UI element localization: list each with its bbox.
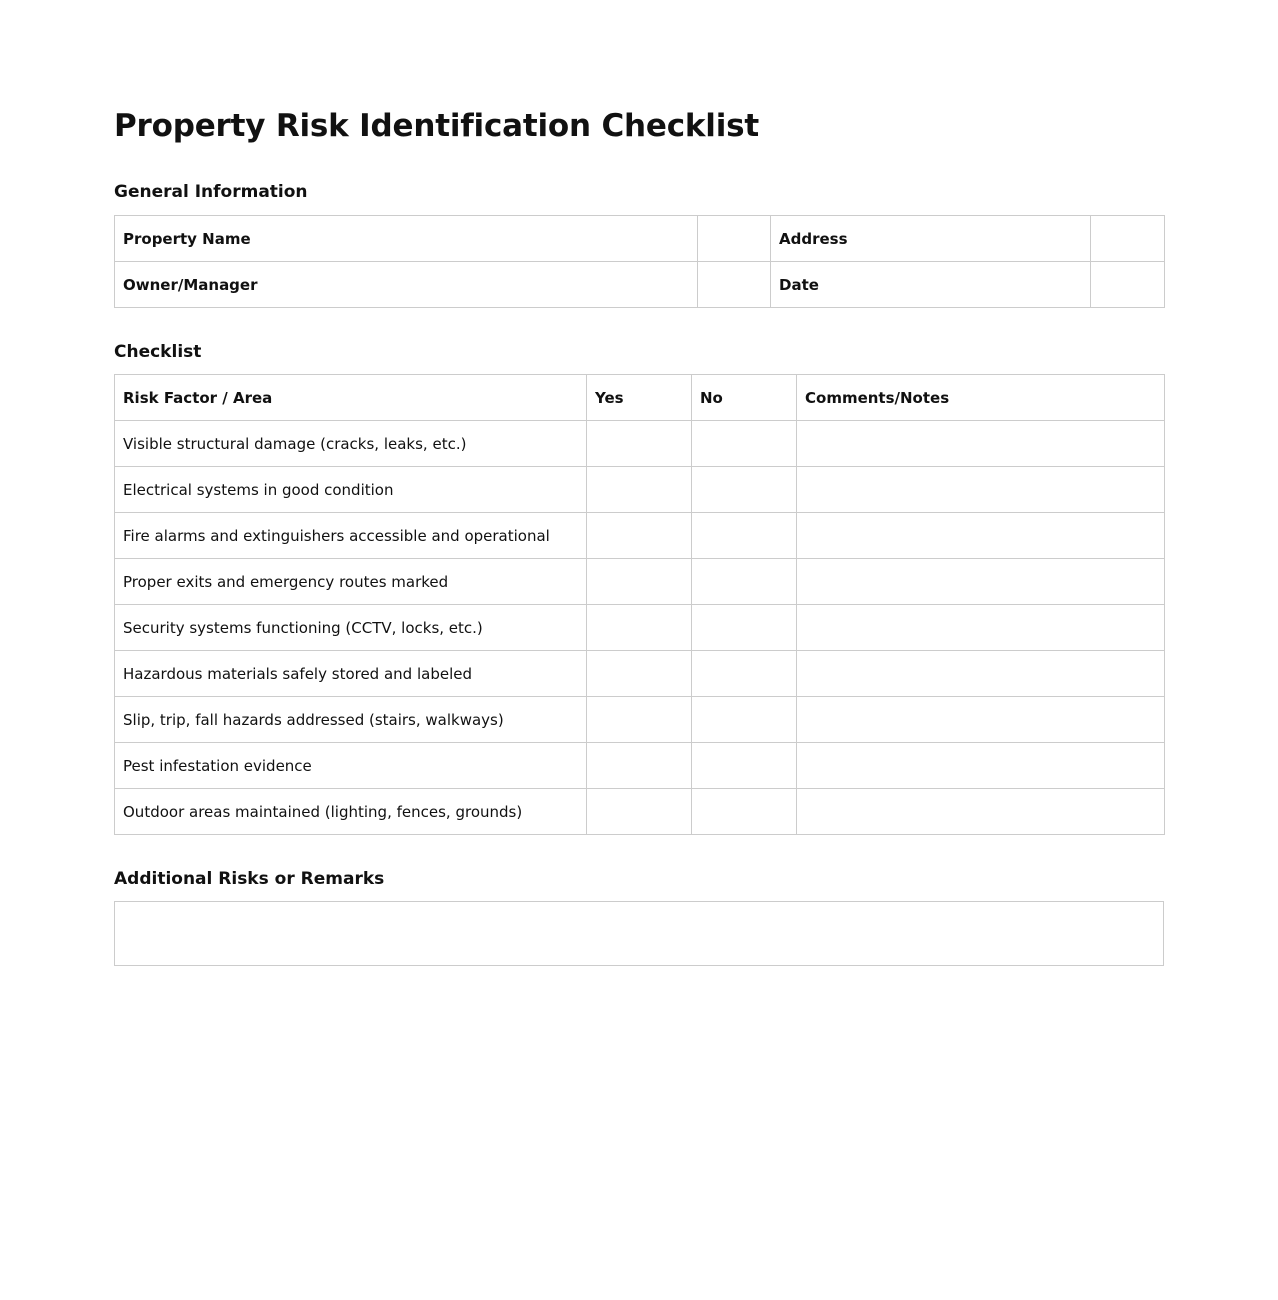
comments-cell[interactable] (797, 697, 1165, 743)
date-label: Date (771, 262, 1091, 308)
risk-factor-cell: Slip, trip, fall hazards addressed (stairs, walkways) (115, 697, 587, 743)
owner-manager-label: Owner/Manager (115, 262, 698, 308)
table-row (115, 789, 1165, 835)
no-cell[interactable] (692, 559, 797, 605)
table-row (115, 743, 1165, 789)
table-row (115, 651, 1165, 697)
table-row (115, 697, 1165, 743)
general-info-table (114, 215, 1165, 308)
comments-cell[interactable] (797, 559, 1165, 605)
no-cell[interactable] (692, 743, 797, 789)
page-title: Property Risk Identification Checklist (114, 108, 760, 144)
risk-factor-cell: Pest infestation evidence (115, 743, 587, 789)
property-name-label: Property Name (115, 216, 698, 262)
column-header-comments: Comments/Notes (797, 375, 1165, 421)
column-header-risk-factor: Risk Factor / Area (115, 375, 587, 421)
comments-cell[interactable] (797, 421, 1165, 467)
table-row (115, 513, 1165, 559)
yes-cell[interactable] (587, 697, 692, 743)
info-row (115, 262, 1165, 308)
general-info-heading: General Information (114, 182, 308, 202)
comments-cell[interactable] (797, 651, 1165, 697)
yes-cell[interactable] (587, 743, 692, 789)
remarks-box[interactable] (114, 901, 1164, 966)
yes-cell[interactable] (587, 559, 692, 605)
no-cell[interactable] (692, 467, 797, 513)
table-row (115, 467, 1165, 513)
risk-factor-cell: Electrical systems in good condition (115, 467, 587, 513)
address-field[interactable] (1091, 216, 1165, 262)
owner-manager-field[interactable] (698, 262, 771, 308)
comments-cell[interactable] (797, 513, 1165, 559)
column-header-no: No (692, 375, 797, 421)
no-cell[interactable] (692, 789, 797, 835)
comments-cell[interactable] (797, 743, 1165, 789)
yes-cell[interactable] (587, 651, 692, 697)
risk-factor-cell: Outdoor areas maintained (lighting, fences, grounds) (115, 789, 587, 835)
yes-cell[interactable] (587, 605, 692, 651)
no-cell[interactable] (692, 421, 797, 467)
column-header-yes: Yes (587, 375, 692, 421)
checklist-table (114, 374, 1165, 835)
risk-factor-cell: Fire alarms and extinguishers accessible and operational (115, 513, 587, 559)
address-label: Address (771, 216, 1091, 262)
yes-cell[interactable] (587, 513, 692, 559)
date-field[interactable] (1091, 262, 1165, 308)
risk-factor-cell: Visible structural damage (cracks, leaks, etc.) (115, 421, 587, 467)
comments-cell[interactable] (797, 789, 1165, 835)
no-cell[interactable] (692, 651, 797, 697)
table-row (115, 605, 1165, 651)
no-cell[interactable] (692, 605, 797, 651)
table-row (115, 559, 1165, 605)
risk-factor-cell: Security systems functioning (CCTV, locks, etc.) (115, 605, 587, 651)
yes-cell[interactable] (587, 421, 692, 467)
comments-cell[interactable] (797, 467, 1165, 513)
remarks-heading: Additional Risks or Remarks (114, 869, 385, 889)
comments-cell[interactable] (797, 605, 1165, 651)
no-cell[interactable] (692, 697, 797, 743)
yes-cell[interactable] (587, 467, 692, 513)
property-name-field[interactable] (698, 216, 771, 262)
checklist-header-row (115, 375, 1165, 421)
yes-cell[interactable] (587, 789, 692, 835)
info-row (115, 216, 1165, 262)
table-row (115, 421, 1165, 467)
risk-factor-cell: Proper exits and emergency routes marked (115, 559, 587, 605)
checklist-heading: Checklist (114, 342, 202, 362)
no-cell[interactable] (692, 513, 797, 559)
risk-factor-cell: Hazardous materials safely stored and labeled (115, 651, 587, 697)
